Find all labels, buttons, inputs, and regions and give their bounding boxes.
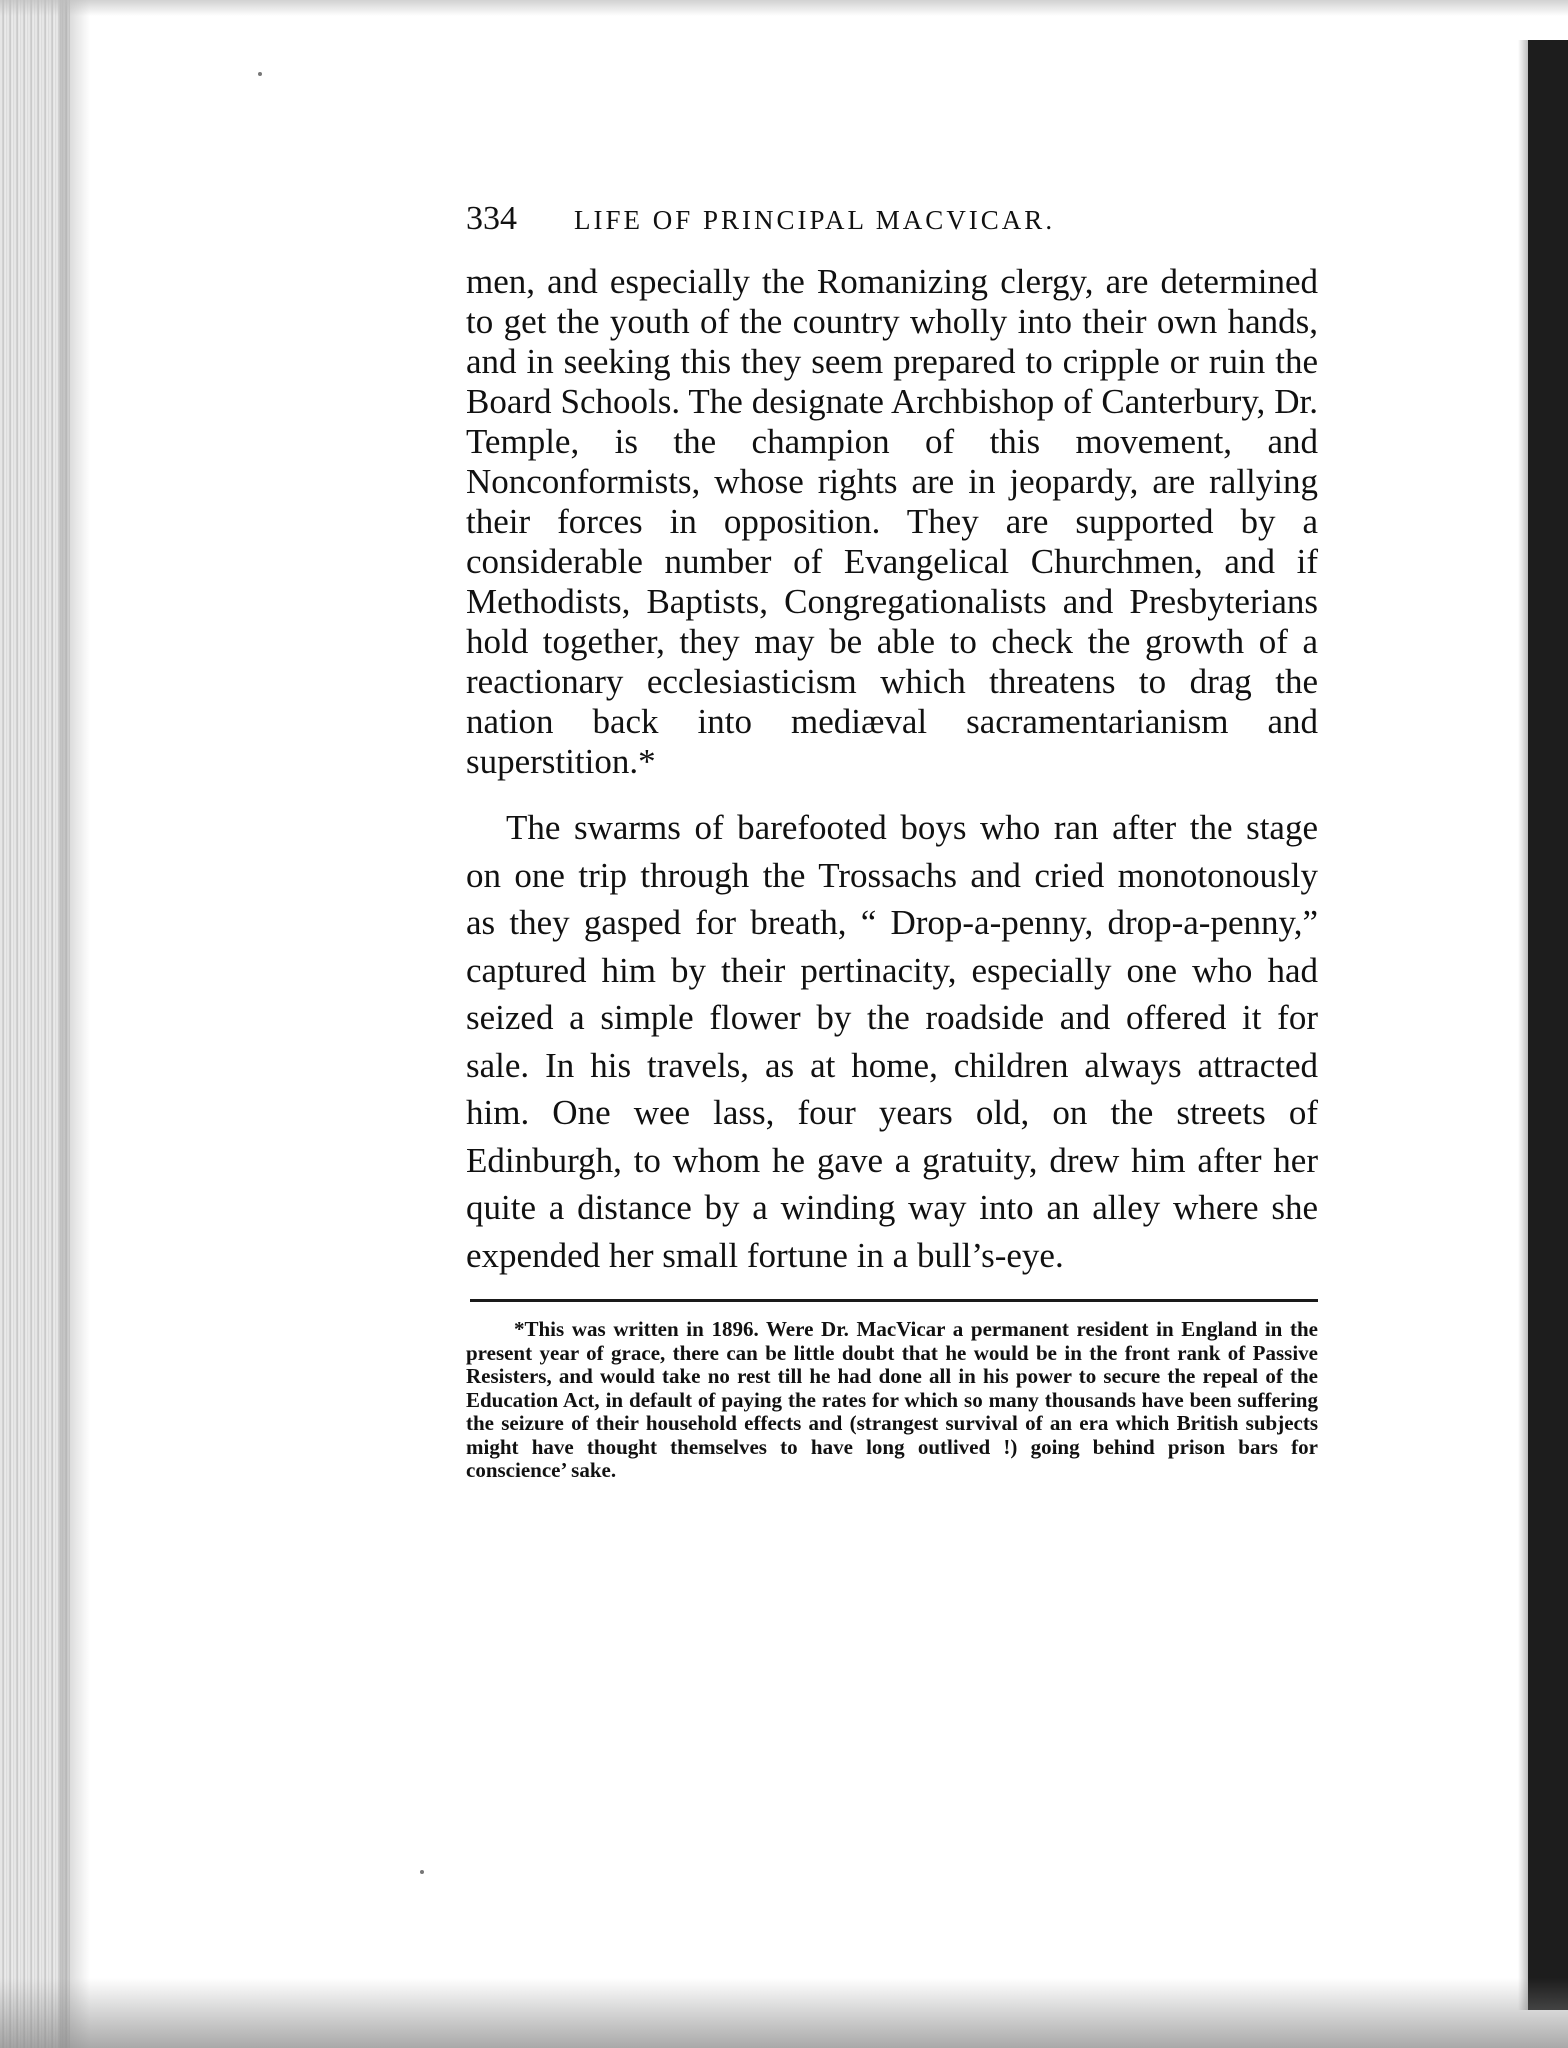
dust-speck bbox=[258, 72, 262, 76]
facing-page-edge bbox=[1518, 40, 1528, 2010]
dust-speck bbox=[420, 1870, 424, 1874]
book-page bbox=[466, 200, 1318, 1483]
body-paragraph-1: men, and especially the Romanizing clergy, are determined to get the youth of the country wholly into their own hands, and in seeking this they seem prepared to cripple or ruin the Board Schools. The designate Archbishop of Canterbury, Dr. Temple, is the champion of this movement, and Nonconformists, whose rights are in jeopardy, are rallying their forces in opposition. They are supported by a considerable number of Evangelical Churchmen, and if Methodists, Baptists, Congregationalists and Presbyterians hold together, they may be able to check the growth of a reactionary ecclesiasticism which threatens to drag the nation back into mediæval sacramentarianism and superstition.* bbox=[466, 262, 1318, 781]
top-shadow bbox=[0, 0, 1568, 16]
page-number: 334 bbox=[466, 200, 517, 237]
running-head bbox=[466, 200, 1318, 262]
footnote: *This was written in 1896. Were Dr. MacVicar a permanent resident in England in the present year of grace, there can be little doubt that he would be in the front rank of Passive Resisters, and would take no rest till he had done all in his power to secure the repeal of the Education Act, in default of paying the rates for which so many thousands have been suffering the seizure of their household effects and (strangest survival of an era which British subjects might have thought themselves to have long outlived !) going behind prison bars for conscience’ sake. bbox=[466, 1317, 1318, 1482]
book-cover-edge bbox=[1528, 40, 1568, 2010]
footnote-rule bbox=[470, 1299, 1318, 1302]
gutter-shadow bbox=[60, 0, 90, 2048]
running-title: LIFE OF PRINCIPAL MACVICAR. bbox=[574, 205, 1056, 235]
body-paragraph-2: The swarms of barefooted boys who ran after the stage on one trip through the Trossachs and cried monotonously as they gasped for breath, “ Drop-a-penny, drop-a-penny,” captured him by their pertinacity, especially one who had seized a simple flower by the roadside and offered it for sale. In his travels, as at home, children always attracted him. One wee lass, four years old, on the streets of Edinburgh, to whom he gave a gratuity, drew him after her quite a distance by a winding way into an alley where she expended her small fortune in a bull’s-eye. bbox=[466, 808, 1318, 1275]
bottom-shadow bbox=[0, 1978, 1568, 2048]
